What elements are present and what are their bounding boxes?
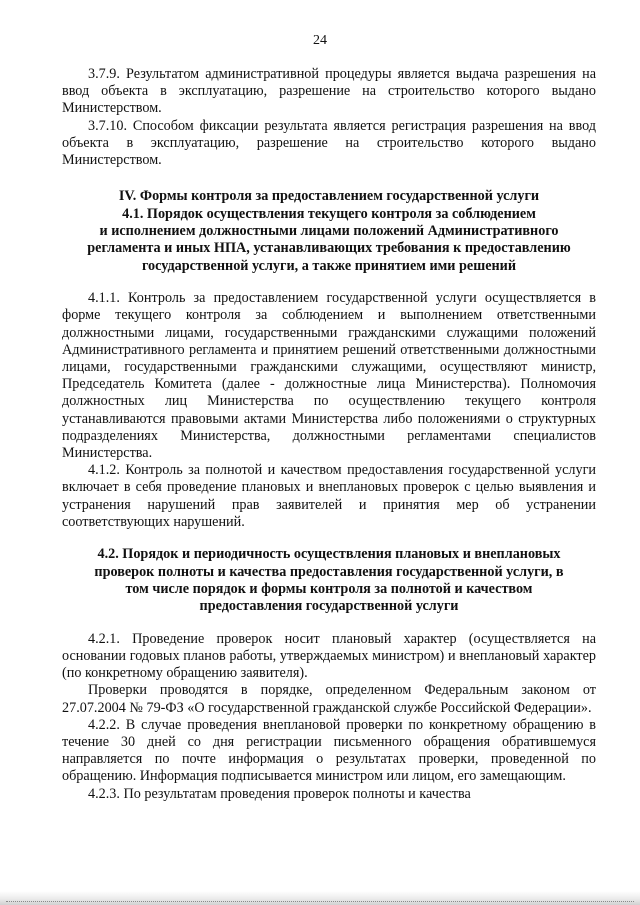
paragraph-3-7-9: 3.7.9. Результатом административной процедуры является выдача разрешения на ввод объекта в эксплуатацию, разрешение на строительство которого выдано Министерством. (62, 66, 596, 117)
paragraph-4-1-2: 4.1.2. Контроль за полнотой и качеством предоставления государственной услуги включает в себя проведение плановых и внеплановых проверок с целью выявления и устранения нарушений прав заявителей и принятия мер об устранении соответствующих нарушений. (62, 462, 596, 530)
heading-line: государственной услуги, а также принятием ими решений (141, 257, 517, 274)
heading-line: и исполнением должностными лицами положений Административного (99, 223, 559, 240)
section-4-2-heading (62, 546, 596, 616)
scan-edge-shadow (0, 891, 640, 905)
heading-line: 4.1. Порядок осуществления текущего контроля за соблюдением (122, 205, 536, 222)
paragraph-inspections-order: Проверки проводятся в порядке, определенном Федеральным законом от 27.07.2004 № 79-ФЗ «О государственной гражданской службе Российской Федерации». (62, 682, 596, 716)
paragraph-4-1-1: 4.1.1. Контроль за предоставлением государственной услуги осуществляется в форме текущего контроля за соблюдением и выполнением ответственными должностными лицами, государственными гражданскими служащими положений Административного регламента и принятием решений ответственными должностными лицами, государственными гражданскими служащими, осуществляют министр, Председатель Комитета (далее - должностные лица Министерства). Полномочия должностных лиц Министерства по осуществлению текущего контроля устанавливаются правовыми актами Министерства либо положениями о структурных подразделениях Министерства, должностными регламентами специалистов Министерства. (62, 290, 596, 462)
paragraph-4-2-1: 4.2.1. Проведение проверок носит плановый характер (осуществляется на основании годовых планов работы, утверждаемых министром) и внеплановый характер (по конкретному обращению заявителя). (62, 630, 596, 682)
paragraph-4-2-3: 4.2.3. По результатам проведения проверок полноты и качества (88, 785, 471, 802)
paragraph-3-7-10: 3.7.10. Способом фиксации результата является регистрация разрешения на ввод объекта в эксплуатацию, разрешение на строительство которого выдано Министерством. (62, 117, 596, 169)
scan-edge-dots (6, 899, 634, 902)
page-number: 24 (313, 33, 327, 48)
section-4-heading (62, 188, 596, 275)
heading-line: 4.2. Порядок и периодичность осуществления плановых и внеплановых (97, 546, 561, 563)
heading-line: IV. Формы контроля за предоставлением государственной услуги (118, 188, 540, 205)
heading-line: том числе порядок и формы контроля за полнотой и качеством (125, 580, 533, 597)
heading-line: предоставления государственной услуги (199, 598, 459, 615)
page-content (62, 66, 596, 803)
heading-line: регламента и иных НПА, устанавливающих требования к предоставлению (87, 240, 571, 257)
paragraph-4-2-2: 4.2.2. В случае проведения внеплановой проверки по конкретному обращению в течение 30 дней со дня регистрации письменного обращения обратившемуся направляется по почте информация о результатах проверки, проведенной по обращению. Информация подписывается министром или лицом, его замещающим. (62, 716, 596, 785)
heading-line: проверок полноты и качества предоставления государственной услуги, в (94, 563, 564, 580)
